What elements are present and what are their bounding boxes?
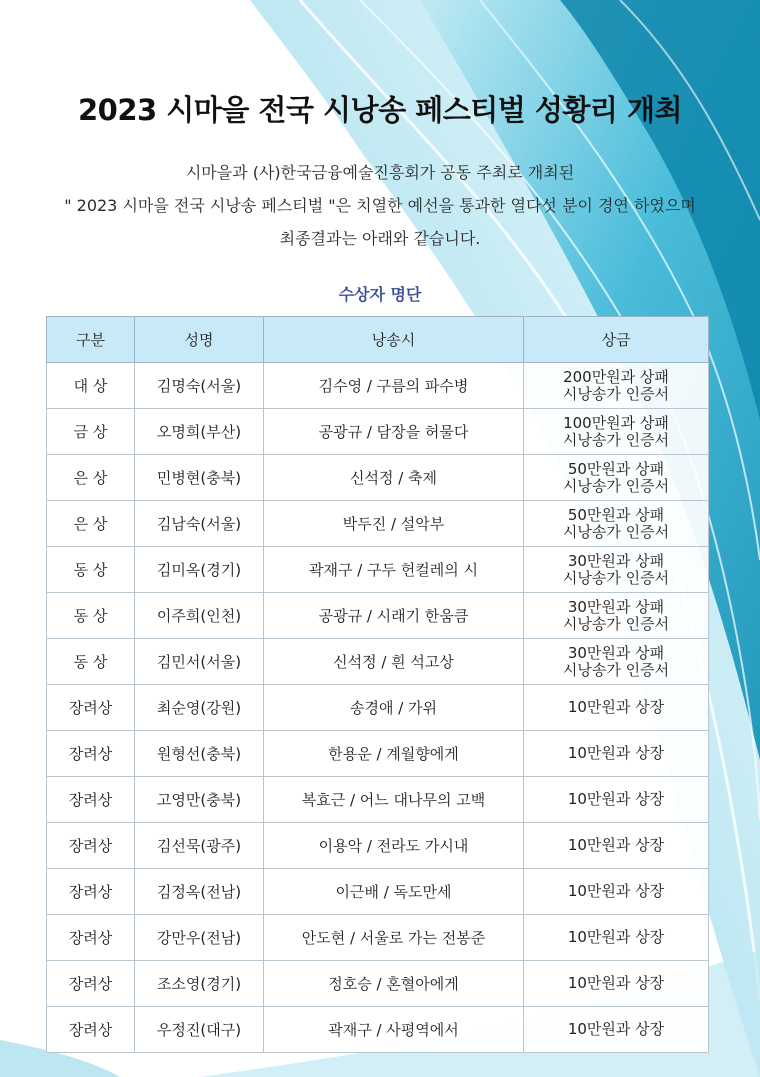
cell-prize bbox=[524, 961, 709, 1007]
prize-line-1: 30만원과 상패 bbox=[567, 551, 665, 570]
prize-line-1: 200만원과 상패 bbox=[563, 367, 669, 386]
cell-prize bbox=[524, 915, 709, 961]
winners-table bbox=[46, 316, 709, 1053]
cell-category: 장려상 bbox=[47, 961, 135, 1007]
cell-poem: 한용운 / 계월향에게 bbox=[264, 731, 524, 777]
table-row bbox=[47, 961, 709, 1007]
table-row bbox=[47, 501, 709, 547]
cell-category: 대 상 bbox=[47, 363, 135, 409]
cell-poem: 송경애 / 가위 bbox=[264, 685, 524, 731]
header-prize: 상금 bbox=[524, 317, 709, 363]
table-row bbox=[47, 869, 709, 915]
table-row bbox=[47, 823, 709, 869]
prize-line-2: 시낭송가 인증서 bbox=[562, 660, 670, 679]
cell-poem: 정호승 / 혼혈아에게 bbox=[264, 961, 524, 1007]
intro-line-2: " 2023 시마을 전국 시낭송 페스티벌 "은 치열한 예선을 통과한 열다섯 분이 경연 하였으며 bbox=[64, 196, 696, 215]
cell-category: 장려상 bbox=[47, 915, 135, 961]
cell-category: 동 상 bbox=[47, 593, 135, 639]
header-name: 성명 bbox=[135, 317, 264, 363]
cell-category: 장려상 bbox=[47, 685, 135, 731]
cell-poem: 복효근 / 어느 대나무의 고백 bbox=[264, 777, 524, 823]
cell-category: 동 상 bbox=[47, 547, 135, 593]
table-row bbox=[47, 455, 709, 501]
cell-name: 김미옥(경기) bbox=[135, 547, 264, 593]
cell-category: 은 상 bbox=[47, 501, 135, 547]
cell-name: 우정진(대구) bbox=[135, 1007, 264, 1053]
cell-name: 김선묵(광주) bbox=[135, 823, 264, 869]
cell-name: 최순영(강원) bbox=[135, 685, 264, 731]
cell-name: 김민서(서울) bbox=[135, 639, 264, 685]
prize-line-1: 10만원과 상장 bbox=[567, 928, 665, 946]
prize-line-2: 시낭송가 인증서 bbox=[562, 522, 670, 541]
winners-list-heading: 수상자 명단 bbox=[338, 285, 422, 304]
cell-name: 원형선(충북) bbox=[135, 731, 264, 777]
header-category: 구분 bbox=[47, 317, 135, 363]
cell-poem: 박두진 / 설악부 bbox=[264, 501, 524, 547]
cell-prize bbox=[524, 685, 709, 731]
prize-line-2: 시낭송가 인증서 bbox=[562, 568, 670, 587]
prize-line-1: 10만원과 상장 bbox=[567, 744, 665, 762]
cell-name: 김정옥(전남) bbox=[135, 869, 264, 915]
table-row bbox=[47, 777, 709, 823]
table-row bbox=[47, 639, 709, 685]
table-row bbox=[47, 915, 709, 961]
cell-poem: 곽재구 / 사평역에서 bbox=[264, 1007, 524, 1053]
cell-category: 장려상 bbox=[47, 731, 135, 777]
prize-line-1: 10만원과 상장 bbox=[567, 974, 665, 992]
cell-poem: 공광규 / 시래기 한움큼 bbox=[264, 593, 524, 639]
cell-name: 조소영(경기) bbox=[135, 961, 264, 1007]
header-poem: 낭송시 bbox=[264, 317, 524, 363]
cell-category: 장려상 bbox=[47, 777, 135, 823]
cell-category: 장려상 bbox=[47, 823, 135, 869]
prize-line-1: 50만원과 상패 bbox=[567, 505, 665, 524]
cell-poem: 이근배 / 독도만세 bbox=[264, 869, 524, 915]
cell-prize bbox=[524, 593, 709, 639]
cell-prize bbox=[524, 363, 709, 409]
prize-line-1: 50만원과 상패 bbox=[567, 459, 665, 478]
cell-poem: 안도현 / 서울로 가는 전봉준 bbox=[264, 915, 524, 961]
cell-poem: 이용악 / 전라도 가시내 bbox=[264, 823, 524, 869]
cell-name: 고영만(충북) bbox=[135, 777, 264, 823]
prize-line-2: 시낭송가 인증서 bbox=[562, 430, 670, 449]
prize-line-1: 10만원과 상장 bbox=[567, 790, 665, 808]
cell-category: 금 상 bbox=[47, 409, 135, 455]
cell-prize bbox=[524, 731, 709, 777]
cell-category: 장려상 bbox=[47, 1007, 135, 1053]
prize-line-1: 100만원과 상패 bbox=[563, 413, 669, 432]
table-row bbox=[47, 547, 709, 593]
table-row bbox=[47, 409, 709, 455]
table-row bbox=[47, 363, 709, 409]
prize-line-1: 30만원과 상패 bbox=[567, 597, 665, 616]
cell-prize bbox=[524, 409, 709, 455]
table-header-row bbox=[47, 317, 709, 363]
prize-line-1: 10만원과 상장 bbox=[567, 1020, 665, 1038]
table-row bbox=[47, 731, 709, 777]
cell-poem: 신석정 / 축제 bbox=[264, 455, 524, 501]
prize-line-1: 30만원과 상패 bbox=[567, 643, 665, 662]
cell-name: 김명숙(서울) bbox=[135, 363, 264, 409]
cell-category: 동 상 bbox=[47, 639, 135, 685]
cell-name: 민병현(충북) bbox=[135, 455, 264, 501]
cell-prize bbox=[524, 1007, 709, 1053]
prize-line-1: 10만원과 상장 bbox=[567, 882, 665, 900]
prize-line-1: 10만원과 상장 bbox=[567, 698, 665, 716]
cell-poem: 공광규 / 담장을 허물다 bbox=[264, 409, 524, 455]
cell-prize bbox=[524, 639, 709, 685]
cell-poem: 김수영 / 구름의 파수병 bbox=[264, 363, 524, 409]
cell-prize bbox=[524, 777, 709, 823]
cell-poem: 신석정 / 흰 석고상 bbox=[264, 639, 524, 685]
intro-paragraph bbox=[0, 156, 760, 255]
intro-line-1: 시마을과 (사)한국금융예술진흥회가 공동 주최로 개최된 bbox=[185, 163, 575, 182]
prize-line-2: 시낭송가 인증서 bbox=[562, 476, 670, 495]
prize-line-2: 시낭송가 인증서 bbox=[562, 384, 670, 403]
prize-line-1: 10만원과 상장 bbox=[567, 836, 665, 854]
table-row bbox=[47, 593, 709, 639]
cell-name: 오명희(부산) bbox=[135, 409, 264, 455]
table-row bbox=[47, 685, 709, 731]
cell-category: 은 상 bbox=[47, 455, 135, 501]
cell-prize bbox=[524, 455, 709, 501]
table-row bbox=[47, 1007, 709, 1053]
cell-name: 강만우(전남) bbox=[135, 915, 264, 961]
cell-poem: 곽재구 / 구두 헌컬레의 시 bbox=[264, 547, 524, 593]
cell-prize bbox=[524, 547, 709, 593]
intro-line-3: 최종결과는 아래와 같습니다. bbox=[279, 229, 481, 248]
cell-name: 이주희(인천) bbox=[135, 593, 264, 639]
cell-prize bbox=[524, 869, 709, 915]
cell-prize bbox=[524, 823, 709, 869]
cell-category: 장려상 bbox=[47, 869, 135, 915]
cell-prize bbox=[524, 501, 709, 547]
prize-line-2: 시낭송가 인증서 bbox=[562, 614, 670, 633]
page-title: 2023 시마을 전국 시낭송 페스티벌 성황리 개최 bbox=[77, 93, 683, 127]
cell-name: 김남숙(서울) bbox=[135, 501, 264, 547]
